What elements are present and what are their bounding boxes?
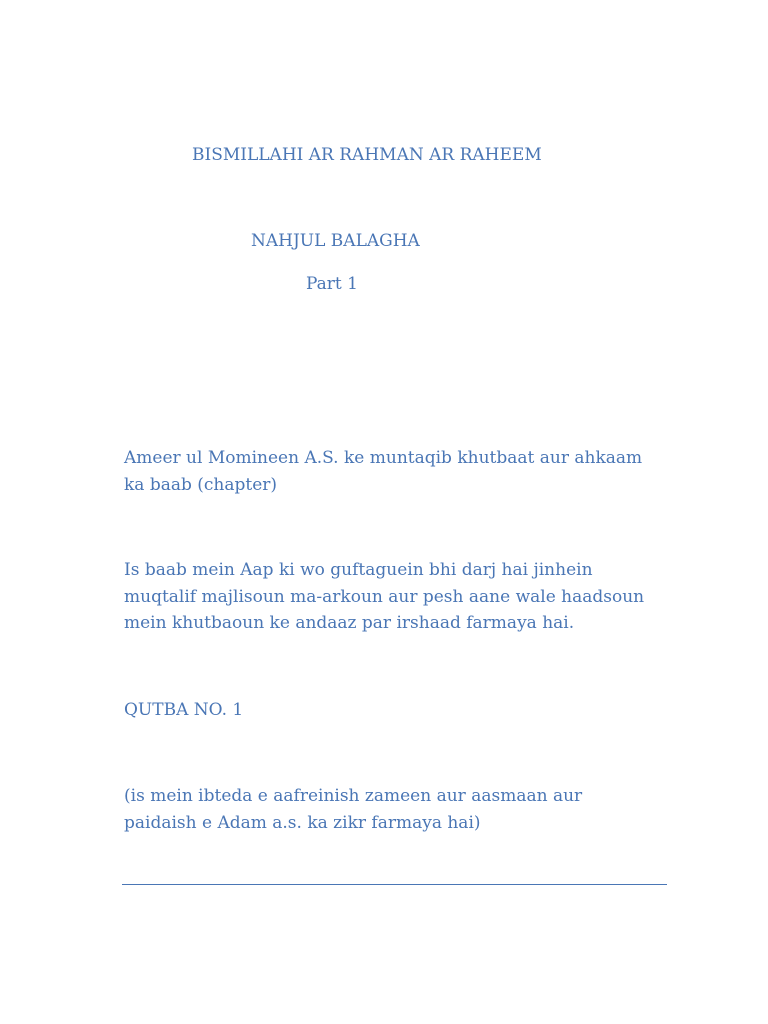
part-label: Part 1 <box>306 274 358 294</box>
description-line: mein khutbaoun ke andaaz par irshaad farmaya hai. <box>124 613 575 633</box>
intro-line: ka baab (chapter) <box>124 474 278 495</box>
intro-line: Ameer ul Momineen A.S. ke muntaqib khutbaat aur ahkaam <box>124 448 643 468</box>
qutba-note-line: (is mein ibteda e aafreinish zameen aur aasmaan aur <box>124 786 583 806</box>
horizontal-divider <box>122 884 667 885</box>
qutba-title: QUTBA NO. 1 <box>124 700 244 720</box>
description-paragraph <box>124 557 684 637</box>
qutba-note <box>124 783 684 836</box>
qutba-note-line: paidaish e Adam a.s. ka zikr farmaya hai) <box>124 812 481 833</box>
bismillah-heading: BISMILLAHI AR RAHMAN AR RAHEEM <box>192 145 542 165</box>
book-title: NAHJUL BALAGHA <box>251 231 420 251</box>
intro-paragraph <box>124 445 684 498</box>
description-line: Is baab mein Aap ki wo guftaguein bhi darj hai jinhein <box>124 560 593 580</box>
description-line: muqtalif majlisoun ma-arkoun aur pesh aane wale haadsoun <box>124 586 645 607</box>
